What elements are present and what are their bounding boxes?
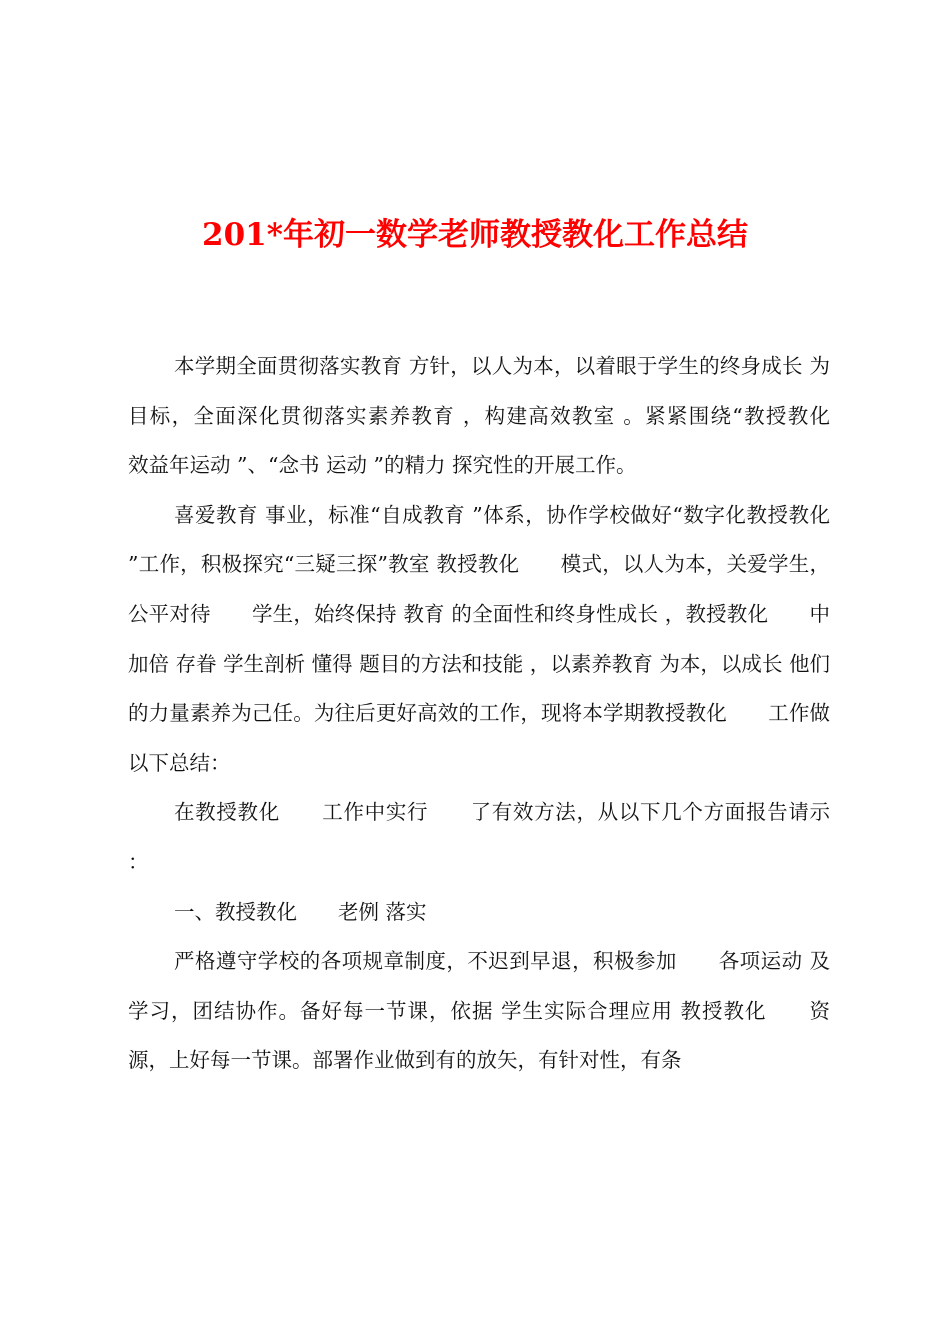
paragraph-intro: 本学期全面贯彻落实教育 方针，以人为本，以着眼于学生的终身成长 为目标，全面深化贯彻落实素养教育 ，构建高效教室 。紧紧围绕“教授教化 效益年运动 ”、“念书 运动 ”的精力 探究性的开展工作。 bbox=[128, 354, 871, 478]
document-body bbox=[128, 342, 871, 1086]
paragraph-routine: 严格遵守学校的各项规章制度，不迟到早退，积极参加 各项运动 及学习，团结协作。备好每一节课，依据 学生实际合理应用 教授教化 资源，上好每一节课。部署作业做到有的放矢，有针对性，有条 bbox=[128, 949, 830, 1073]
paragraph-education-system: 喜爱教育 事业，标准“自成教育 ”体系，协作学校做好“数字化教授教化 ”工作，积极探究“三疑三探”教室 教授教化 模式，以人为本，关爱学生，公平对待 学生，始终保持 教育 的全面性和终身性成长 ，教授教化 中加倍 存眷 学生剖析 懂得 题目的方法和技能 ，以素养教育 为本，以成长 他们的力量素养为己任。为往后更好高效的工作，现将本学期教授教化 工作做以下总结： bbox=[128, 502, 871, 775]
document-title: 201*年初一数学老师教授教化工作总结 bbox=[202, 217, 748, 253]
paragraph-report-intro: 在教授教化 工作中实行 了有效方法，从以下几个方面报告请示 ： bbox=[128, 800, 837, 874]
section-heading-1: 一、教授教化 老例 落实 bbox=[174, 899, 427, 924]
